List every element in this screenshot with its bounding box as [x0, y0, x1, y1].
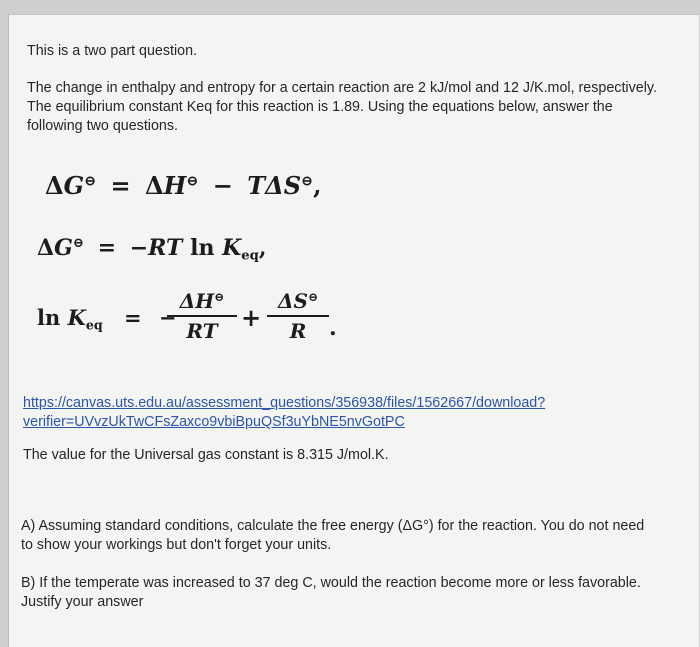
problem-line-1: The change in enthalpy and entropy for a certain reaction are 2 kJ/mol and 12 J/K.mol, respectively. — [27, 80, 657, 96]
part-a-line-2: to show your workings but don't forget your units. — [21, 537, 332, 553]
part-a-line-1: A) Assuming standard conditions, calculate the free energy (ΔG°) for the reaction. You do not need — [21, 518, 645, 534]
equation-gibbs-equilibrium: ΔG⊖ = −RT $\ln K_{eq}$, — [37, 235, 267, 264]
gas-constant-note: The value for the Universal gas constant is 8.315 J/mol.K. — [23, 447, 389, 463]
part-b-line-2: Justify your answer — [21, 594, 144, 610]
equation-period: . — [329, 315, 337, 341]
problem-line-2: The equilibrium constant Keq for this reaction is 1.89. Using the equations below, answer the — [27, 99, 613, 115]
intro-line: This is a two part question. — [27, 43, 198, 59]
question-card — [8, 14, 699, 647]
part-b-line-1: B) If the temperate was increased to 37 deg C, would the reaction become more or less favorable. — [21, 575, 641, 591]
fraction-enthalpy: $\frac{\Delta H^⊖}{RT}$ — [167, 289, 237, 343]
problem-line-3: following two questions. — [27, 118, 178, 134]
fraction-entropy: $\frac{\Delta S^⊖}{R}$ — [267, 289, 329, 343]
equation-plus: + — [241, 303, 262, 332]
image-source-link-line-1[interactable]: https://canvas.uts.edu.au/assessment_questions/356938/files/1562667/download? — [23, 395, 546, 411]
equation-vant-hoff: $\ln K_{eq}$ = − — [37, 305, 177, 333]
image-source-link-line-2[interactable]: verifier=UVvzUkTwCFsZaxco9vbiBpuQSf3uYbNE5nvGotPC — [23, 414, 405, 430]
equation-gibbs: ΔG⊖ = ΔH⊖ − TΔS⊖, — [45, 171, 322, 200]
